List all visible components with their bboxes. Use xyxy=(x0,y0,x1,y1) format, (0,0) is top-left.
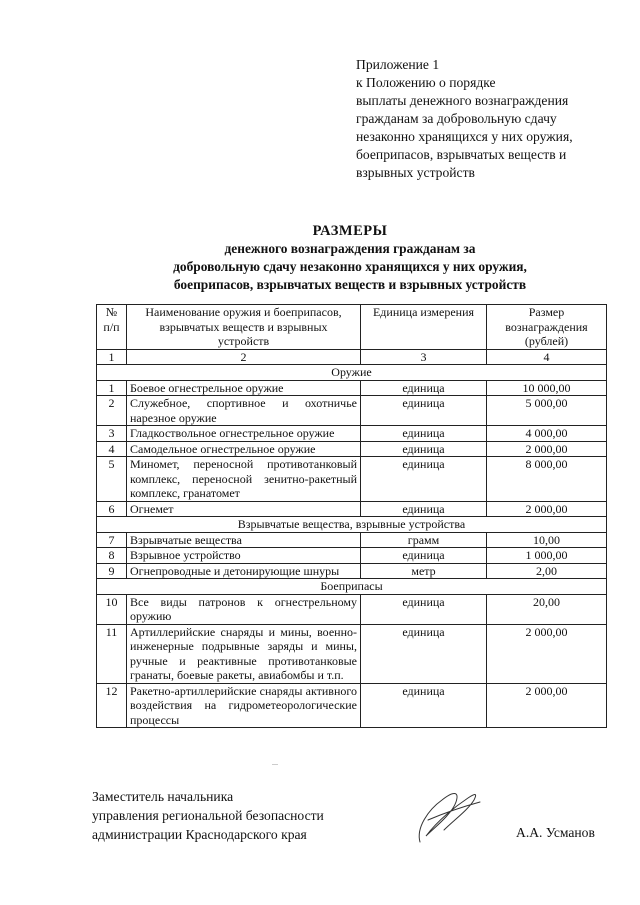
column-number: 2 xyxy=(127,349,361,365)
section-title: Боеприпасы xyxy=(97,579,607,595)
row-number: 7 xyxy=(97,532,127,548)
row-number: 12 xyxy=(97,683,127,728)
signer-position-line: администрации Краснодарского края xyxy=(92,827,307,842)
appendix-line: Приложение 1 xyxy=(356,57,440,72)
row-number: 6 xyxy=(97,501,127,517)
appendix-line: боеприпасов, взрывчатых веществ и xyxy=(356,147,567,162)
header-amount-line: вознаграждения xyxy=(505,319,588,334)
header-num xyxy=(97,305,127,350)
row-number: 11 xyxy=(97,624,127,683)
section-title: Оружие xyxy=(97,365,607,381)
rewards-table-body xyxy=(97,305,607,728)
table-header-row xyxy=(97,305,607,350)
handwritten-signature xyxy=(398,780,488,850)
row-name: Самодельное огнестрельное оружие xyxy=(127,441,361,457)
row-amount: 1 000,00 xyxy=(487,548,607,564)
row-amount: 2,00 xyxy=(487,563,607,579)
row-unit: единица xyxy=(361,380,487,396)
row-unit: грамм xyxy=(361,532,487,548)
row-unit: единица xyxy=(361,594,487,624)
row-amount: 2 000,00 xyxy=(487,624,607,683)
signer-position xyxy=(92,787,324,844)
header-name xyxy=(127,305,361,350)
row-number: 8 xyxy=(97,548,127,564)
header-amount-line: Размер xyxy=(528,305,565,319)
row-number: 2 xyxy=(97,396,127,426)
row-amount: 2 000,00 xyxy=(487,501,607,517)
scan-mark xyxy=(272,764,278,765)
row-name: Ракетно-артиллерийские снаряды активного воздействия на гидрометеорологические процессы xyxy=(127,683,361,728)
row-number: 1 xyxy=(97,380,127,396)
row-unit: единица xyxy=(361,457,487,502)
document-subtitle-line: денежного вознаграждения гражданам за xyxy=(224,241,476,256)
appendix-line: к Положению о порядке xyxy=(356,75,496,90)
header-num-line: № xyxy=(105,305,118,319)
appendix-line: выплаты денежного вознаграждения xyxy=(356,93,569,108)
column-number: 1 xyxy=(97,349,127,365)
row-unit: метр xyxy=(361,563,487,579)
header-amount xyxy=(487,305,607,350)
table-row xyxy=(97,563,607,579)
row-name: Артиллерийские снаряды и мины, военно-инженерные подрывные заряды и мины, ручные и реактивные противотанковые гранаты, боевые ракеты, авиабомбы и т.п. xyxy=(127,624,361,683)
table-row xyxy=(97,457,607,502)
row-name: Огнемет xyxy=(127,501,361,517)
table-row xyxy=(97,548,607,564)
document-subtitle-line: боеприпасов, взрывчатых веществ и взрывных устройств xyxy=(173,277,527,292)
section-row xyxy=(97,365,607,381)
row-amount: 2 000,00 xyxy=(487,683,607,728)
document-subtitle-line: добровольную сдачу незаконно хранящихся у них оружия, xyxy=(173,259,527,274)
signer-name: А.А. Усманов xyxy=(516,825,595,840)
row-amount: 4 000,00 xyxy=(487,426,607,442)
section-title: Взрывчатые вещества, взрывные устройства xyxy=(97,517,607,533)
row-name: Взрывное устройство xyxy=(127,548,361,564)
header-name-line: взрывчатых веществ и взрывных xyxy=(159,319,328,334)
rewards-table xyxy=(96,304,607,728)
section-row xyxy=(97,517,607,533)
appendix-block xyxy=(356,56,616,182)
row-number: 10 xyxy=(97,594,127,624)
row-name: Боевое огнестрельное оружие xyxy=(127,380,361,396)
header-num-line: п/п xyxy=(103,319,120,334)
row-unit: единица xyxy=(361,624,487,683)
row-unit: единица xyxy=(361,396,487,426)
row-amount: 20,00 xyxy=(487,594,607,624)
row-number: 5 xyxy=(97,457,127,502)
table-row xyxy=(97,380,607,396)
column-number-row xyxy=(97,349,607,365)
row-number: 4 xyxy=(97,441,127,457)
row-name: Взрывчатые вещества xyxy=(127,532,361,548)
document-title: РАЗМЕРЫ xyxy=(312,223,388,239)
row-amount: 2 000,00 xyxy=(487,441,607,457)
header-name-line: устройств xyxy=(217,334,270,348)
table-row xyxy=(97,624,607,683)
row-amount: 8 000,00 xyxy=(487,457,607,502)
row-name: Служебное, спортивное и охотничье нарезное оружие xyxy=(127,396,361,426)
row-unit: единица xyxy=(361,683,487,728)
signer-position-line: Заместитель начальника xyxy=(92,789,234,804)
table-row xyxy=(97,396,607,426)
table-row xyxy=(97,594,607,624)
appendix-line: гражданам за добровольную сдачу xyxy=(356,111,557,126)
row-name: Гладкоствольное огнестрельное оружие xyxy=(127,426,361,442)
section-row xyxy=(97,579,607,595)
column-number: 3 xyxy=(361,349,487,365)
row-unit: единица xyxy=(361,426,487,442)
row-unit: единица xyxy=(361,548,487,564)
row-name: Миномет, переносной противотанковый комплекс, переносной зенитно-ракетный комплекс, гранатомет xyxy=(127,457,361,502)
row-unit: единица xyxy=(361,441,487,457)
row-amount: 5 000,00 xyxy=(487,396,607,426)
table-row xyxy=(97,501,607,517)
row-unit: единица xyxy=(361,501,487,517)
row-amount: 10 000,00 xyxy=(487,380,607,396)
header-name-line: Наименование оружия и боеприпасов, xyxy=(145,305,342,319)
signer-position-line: управления региональной безопасности xyxy=(92,808,324,823)
row-amount: 10,00 xyxy=(487,532,607,548)
table-row xyxy=(97,426,607,442)
row-number: 3 xyxy=(97,426,127,442)
row-name: Все виды патронов к огнестрельному оружию xyxy=(127,594,361,624)
table-row xyxy=(97,532,607,548)
table-row xyxy=(97,683,607,728)
document-heading xyxy=(80,222,620,294)
row-name: Огнепроводные и детонирующие шнуры xyxy=(127,563,361,579)
header-amount-line: (рублей) xyxy=(524,334,569,348)
column-number: 4 xyxy=(487,349,607,365)
appendix-line: незаконно хранящихся у них оружия, xyxy=(356,129,573,144)
table-row xyxy=(97,441,607,457)
row-number: 9 xyxy=(97,563,127,579)
appendix-line: взрывных устройств xyxy=(356,165,475,180)
header-unit: Единица измерения xyxy=(361,305,487,350)
